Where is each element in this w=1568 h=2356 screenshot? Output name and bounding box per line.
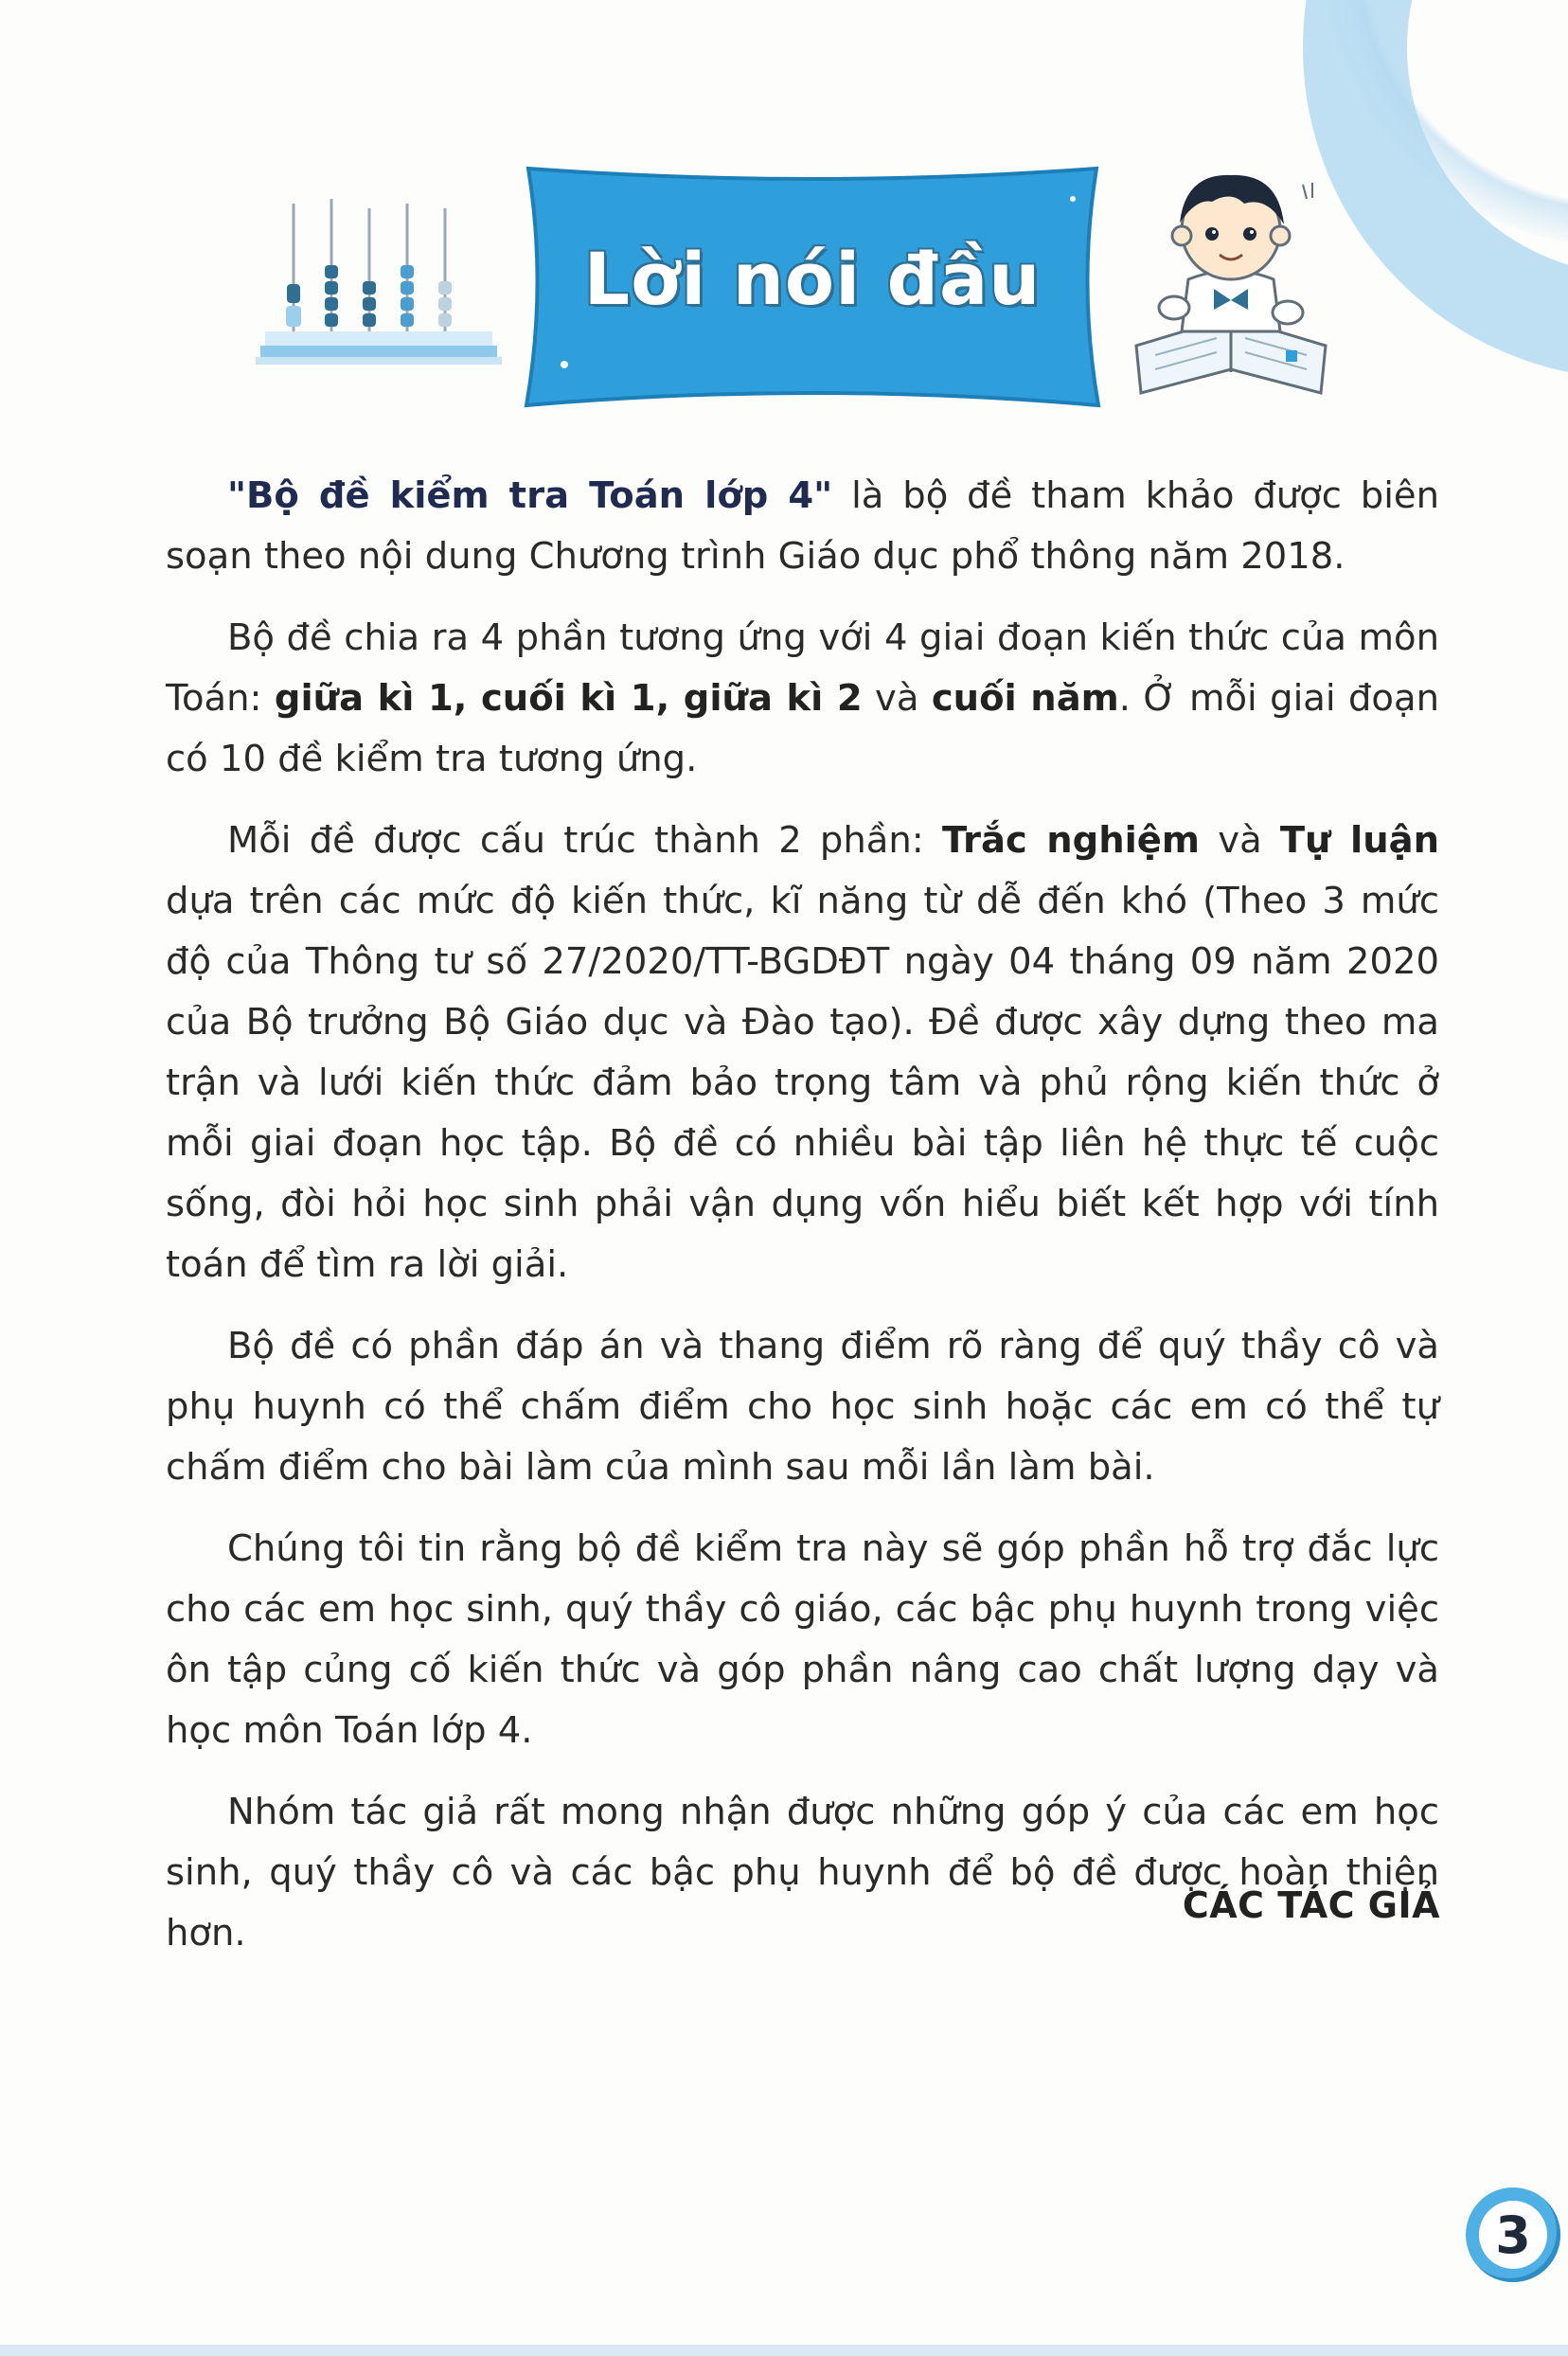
bold-periods: giữa kì 1, cuối kì 1, giữa kì 2 [274,677,863,720]
bold-essay: Tự luận [1279,819,1440,862]
book-title: "Bộ đề kiểm tra Toán lớp 4" [227,474,833,517]
bold-final: cuối năm [931,677,1119,720]
signature: CÁC TÁC GIẢ [1182,1884,1440,1926]
page-number: 3 [1479,2201,1547,2269]
bottom-border [0,2345,1568,2356]
paragraph-format: Mỗi đề được cấu trúc thành 2 phần: Trắc nghiệm và Tự luận dựa trên các mức độ kiến thức, kĩ năng từ dễ đến khó (Theo 3 mức độ của Thông tư số 27/2020/TT-BGDĐT ngày 04 tháng 09 năm 2020 của Bộ trưởng Bộ Giáo dục và Đào tạo). Đề được xây dựng theo ma trận và lưới kiến thức đảm bảo trọng tâm và phủ rộng kiến thức ở mỗi giai đoạn học tập. Bộ đề có nhiều bài tập liên hệ thực tế cuộc sống, đòi hỏi học sinh phải vận dụng vốn hiểu biết kết hợp với tính toán để tìm ra lời giải. [166,819,1440,1286]
paragraph-intro: "Bộ đề kiểm tra Toán lớp 4" là bộ đề tham khảo được biên soạn theo nội dung Chương trình Giáo dục phổ thông năm 2018. [166,474,1440,578]
abacus-icon [256,194,502,374]
paragraph-feedback: Nhóm tác giả rất mong nhận được những góp ý của các em học sinh, quý thầy cô và các bậc phụ huynh để bộ đề được hoàn thiện hơn. [166,1791,1439,1954]
preface-body [166,466,1439,1985]
paragraph-structure: Bộ đề chia ra 4 phần tương ứng với 4 giai đoạn kiến thức của môn Toán: giữa kì 1, cuối kì 1, giữa kì 2 và cuối năm. Ở mỗi giai đoạn có 10 đề kiểm tra tương ứng. [166,616,1439,780]
page-number-badge [1466,2187,1560,2282]
paragraph-answers: Bộ đề có phần đáp án và thang điểm rõ ràng để quý thầy cô và phụ huynh có thể chấm điểm cho học sinh hoặc các em có thể tự chấm điểm cho bài làm của mình sau mỗi lần làm bài. [166,1325,1439,1489]
boy-reading-icon [1117,156,1345,402]
bold-multiple-choice: Trắc nghiệm [942,819,1201,862]
page-title: Lời nói đầu [583,237,1042,321]
paragraph-belief: Chúng tôi tin rằng bộ đề kiểm tra này sẽ góp phần hỗ trợ đắc lực cho các em học sinh, quý thầy cô giáo, các bậc phụ huynh trong việc ôn tập củng cố kiến thức và góp phần nâng cao chất lượng dạy và học môn Toán lớp 4. [166,1527,1439,1752]
